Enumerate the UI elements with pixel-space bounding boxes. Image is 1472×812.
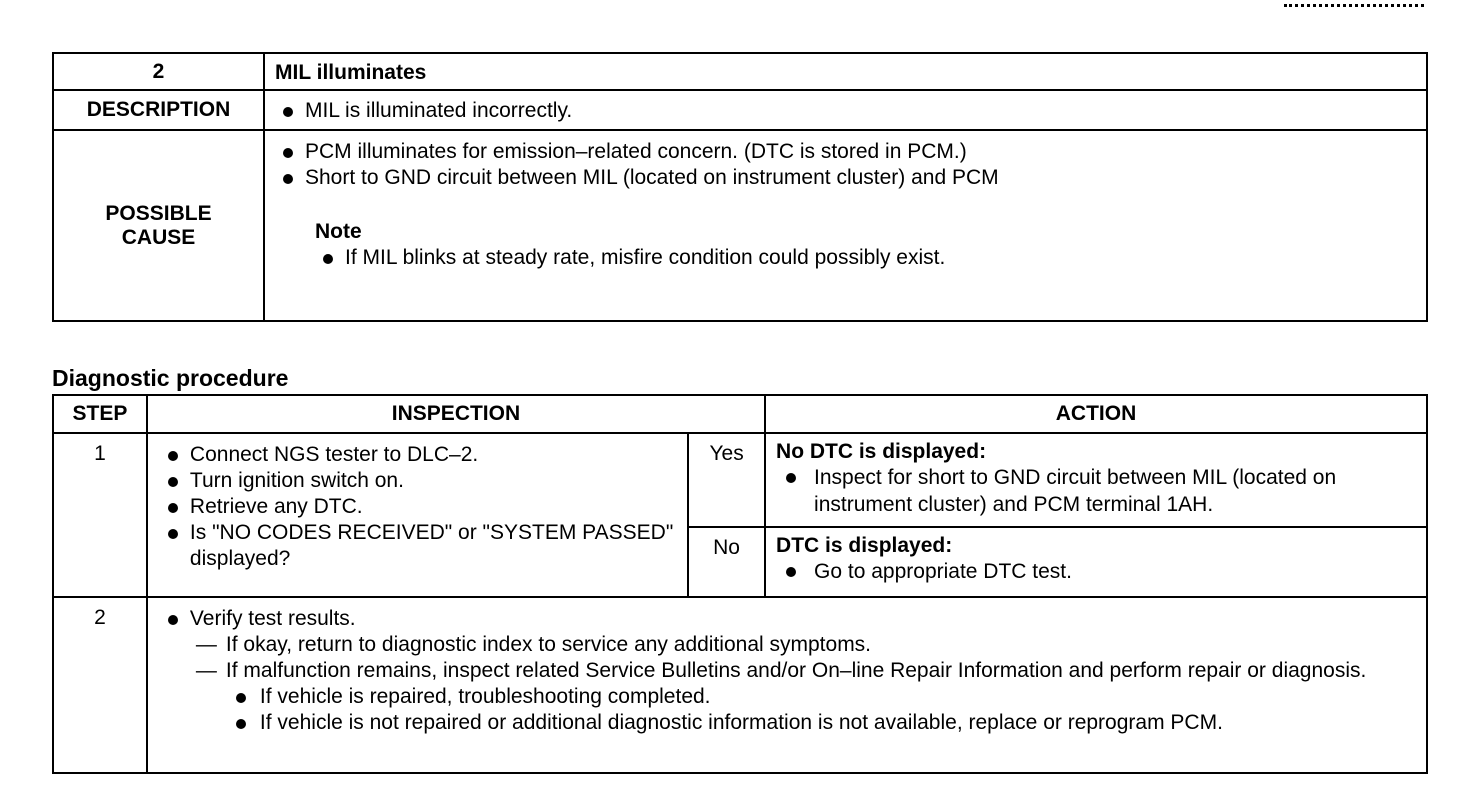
note-block — [275, 219, 1426, 271]
no-action — [765, 527, 1427, 597]
symptom-number: 2 — [53, 53, 264, 90]
symptom-table — [52, 52, 1428, 322]
sub-item: If vehicle is not repaired or additional diagnostic information is not available, replace or reprogram PCM. — [228, 710, 1426, 736]
dash-item: — If okay, return to diagnostic index to service any additional symptoms. — [196, 632, 1426, 658]
possible-cause-cell — [264, 130, 1427, 321]
symptom-title: MIL illuminates — [264, 53, 1427, 90]
description-item: MIL is illuminated incorrectly. — [275, 98, 1426, 124]
no-action-head: DTC is displayed: — [776, 534, 953, 557]
yes-action-item: Inspect for short to GND circuit between MIL (located on instrument cluster) and PCM terminal 1AH. — [776, 464, 1426, 518]
note-item: If MIL blinks at steady rate, misfire condition could possibly exist. — [315, 245, 1426, 271]
header-inspection: INSPECTION — [147, 395, 765, 433]
cause-item: Short to GND circuit between MIL (located on instrument cluster) and PCM — [275, 165, 1426, 191]
diagnostic-table — [52, 394, 1428, 774]
possible-cause-label-line2: CAUSE — [121, 225, 196, 249]
step1-inspection — [147, 433, 688, 597]
possible-cause-label — [53, 130, 264, 321]
header-step: STEP — [53, 395, 147, 433]
header-action: ACTION — [765, 395, 1427, 433]
page-code-mark — [1284, 0, 1424, 7]
inspection-item: Turn ignition switch on. — [160, 468, 687, 494]
possible-cause-label-line1: POSSIBLE — [105, 201, 212, 225]
diagnostic-procedure-title: Diagnostic procedure — [52, 365, 289, 391]
description-label: DESCRIPTION — [53, 90, 264, 130]
inspection-item: Retrieve any DTC. — [160, 494, 687, 520]
sub-item: If vehicle is repaired, troubleshooting completed. — [228, 684, 1426, 710]
inspection-item: Is "NO CODES RECEIVED" or "SYSTEM PASSED" displayed? — [160, 520, 687, 572]
step2-lead: Verify test results. — [160, 606, 1426, 632]
yes-action-head: No DTC is displayed: — [776, 440, 987, 463]
step2-inspection — [147, 597, 1427, 773]
step-number: 1 — [53, 433, 147, 597]
cause-item: PCM illuminates for emission–related concern. (DTC is stored in PCM.) — [275, 139, 1426, 165]
note-title: Note — [315, 220, 362, 243]
yes-action — [765, 433, 1427, 527]
inspection-item: Connect NGS tester to DLC–2. — [160, 442, 687, 468]
no-label: No — [688, 527, 765, 597]
no-action-item: Go to appropriate DTC test. — [776, 558, 1426, 585]
description-cell — [264, 90, 1427, 130]
dash-item: — If malfunction remains, inspect related Service Bulletins and/or On–line Repair Information and perform repair or diagnosis. — [196, 658, 1426, 684]
yes-label: Yes — [688, 433, 765, 527]
step-number: 2 — [53, 597, 147, 773]
